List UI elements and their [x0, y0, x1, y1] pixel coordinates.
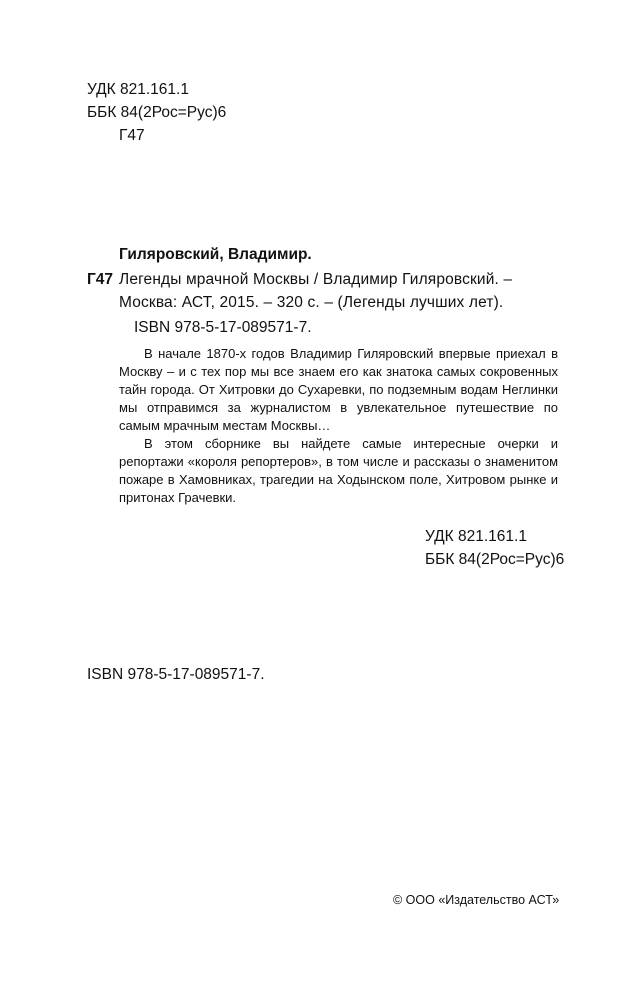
udk-code-top: УДК 821.161.1	[87, 81, 189, 98]
isbn-footer: ISBN 978-5-17-089571-7.	[87, 666, 265, 683]
author-heading: Гиляровский, Владимир.	[119, 246, 312, 263]
title-line-2: Москва: АСТ, 2015. – 320 с. – (Легенды лучших лет).	[119, 294, 504, 311]
annotation-paragraph-2: В этом сборнике вы найдете самые интересные очерки и репортажи «короля репортеров», в том числе и рассказы о знаменитом пожаре в Хамовниках, трагедии на Ходынском поле, Хитровом рынке и притонах Грачевки.	[119, 436, 558, 505]
annotation-block	[119, 345, 558, 507]
annotation-paragraph-1: В начале 1870-х годов Владимир Гиляровский впервые приехал в Москву – и с тех пор мы все знаем его как знатока самых сокровенных тайн города. От Хитровки до Сухаревки, по подземным водам Неглинки мы отправимся за журналистом в увлекательное путешествие по самым мрачным местам Москвы…	[119, 346, 558, 433]
title-line-1: Легенды мрачной Москвы / Владимир Гиляровский. –	[119, 271, 513, 288]
bbk-code-top: ББК 84(2Рос=Рус)6	[87, 104, 227, 121]
isbn-record: ISBN 978-5-17-089571-7.	[134, 319, 312, 336]
copyright-notice: © ООО «Издательство АСТ»	[393, 893, 560, 907]
author-mark-top: Г47	[119, 127, 145, 144]
bbk-code-bottom: ББК 84(2Рос=Рус)6	[425, 551, 565, 568]
author-mark-record: Г47	[87, 271, 114, 288]
udk-code-bottom: УДК 821.161.1	[425, 528, 527, 545]
